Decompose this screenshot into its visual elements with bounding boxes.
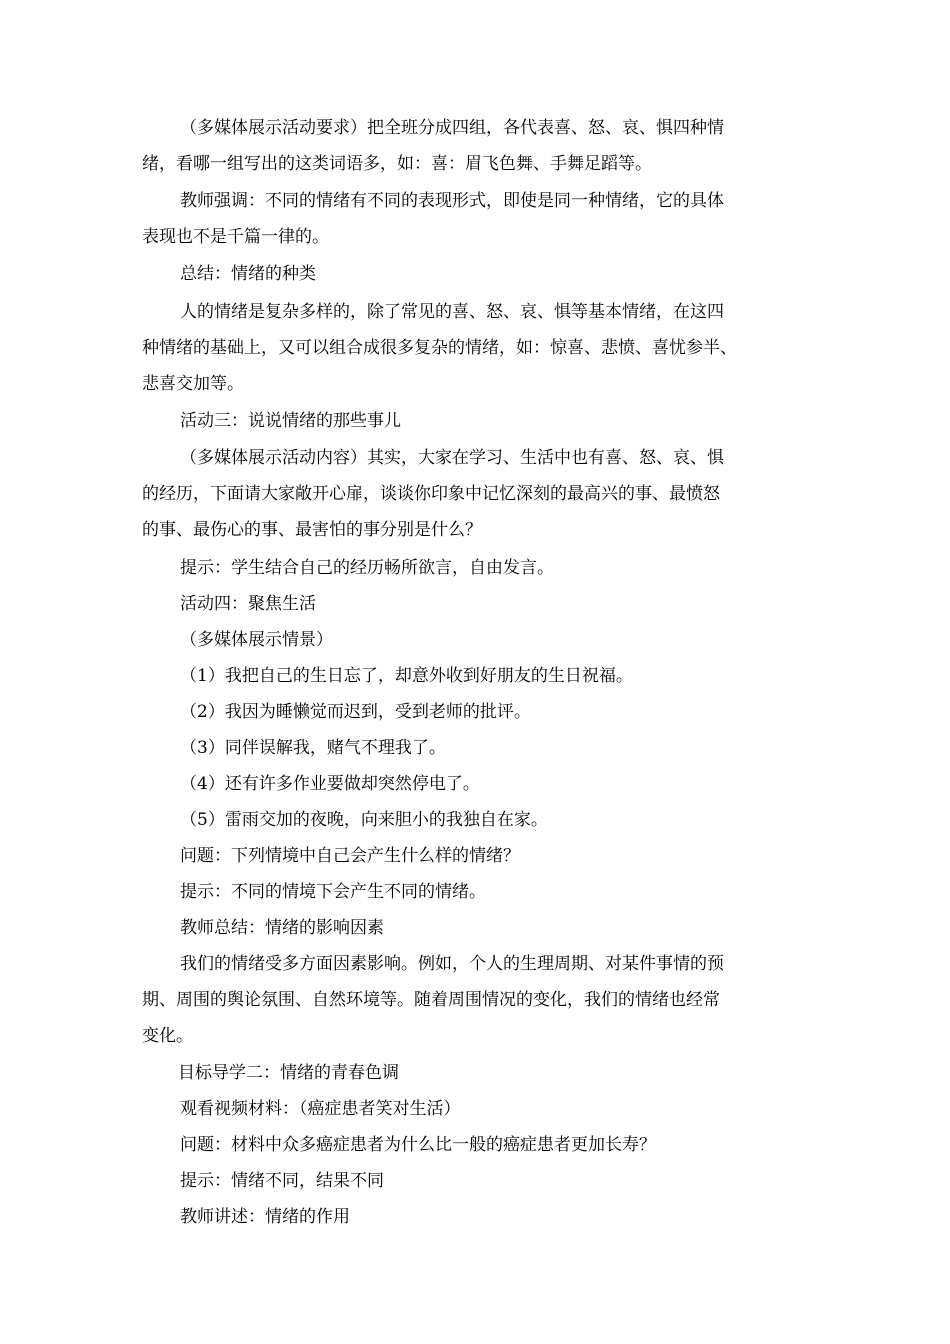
text-line: （2）我因为睡懒觉而迟到，受到老师的批评。 — [180, 702, 531, 722]
text-line: 总结：情绪的种类 — [180, 264, 316, 284]
paragraph-teacher-emphasis — [142, 183, 822, 255]
scene-item-1 — [142, 658, 822, 694]
text-line: （4）还有许多作业要做却突然停电了。 — [180, 774, 480, 794]
text-line: 教师强调：不同的情绪有不同的表现形式，即使是同一种情绪，它的具体 — [180, 191, 724, 211]
text-line: 表现也不是千篇一律的。 — [142, 227, 329, 247]
scene-item-2 — [142, 694, 822, 730]
text-line: 提示：情绪不同，结果不同 — [180, 1171, 384, 1191]
scene-item-3 — [142, 730, 822, 766]
text-line: 的经历，下面请大家敞开心扉，谈谈你印象中记忆深刻的最高兴的事、最愤怒 — [142, 484, 720, 504]
paragraph-activity-four — [142, 586, 822, 622]
paragraph-goal-two — [142, 1055, 822, 1091]
paragraph-teacher-lecture — [142, 1199, 822, 1235]
paragraph-activity-content — [142, 440, 822, 548]
paragraph-question-1 — [142, 838, 822, 874]
text-line: 提示：不同的情境下会产生不同的情绪。 — [180, 882, 486, 902]
paragraph-influence-factors — [142, 946, 822, 1054]
paragraph-emotion-types — [142, 294, 822, 402]
paragraph-watch-video — [142, 1091, 822, 1127]
text-line: 绪，看哪一组写出的这类词语多，如：喜：眉飞色舞、手舞足蹈等。 — [142, 154, 652, 174]
text-line: 目标导学二：情绪的青春色调 — [178, 1063, 399, 1083]
text-line: （5）雷雨交加的夜晚，向来胆小的我独自在家。 — [180, 810, 548, 830]
text-line: （多媒体展示情景） — [180, 630, 333, 650]
paragraph-activity-three — [142, 403, 822, 439]
text-line: 活动四：聚焦生活 — [180, 594, 316, 614]
text-line: 我们的情绪受多方面因素影响。例如，个人的生理周期、对某件事情的预 — [180, 954, 724, 974]
scene-item-5 — [142, 802, 822, 838]
paragraph-question-2 — [142, 1127, 822, 1163]
text-line: （3）同伴误解我，赌气不理我了。 — [180, 738, 446, 758]
text-line: 教师讲述：情绪的作用 — [180, 1207, 350, 1227]
text-line: 观看视频材料：（癌症患者笑对生活） — [180, 1099, 461, 1119]
text-line: （多媒体展示活动要求）把全班分成四组，各代表喜、怒、哀、惧四种情 — [180, 118, 724, 138]
paragraph-teacher-summary — [142, 910, 822, 946]
paragraph-summary-heading — [142, 256, 822, 292]
paragraph-scene-intro — [142, 622, 822, 658]
text-line: （1）我把自己的生日忘了，却意外收到好朋友的生日祝福。 — [180, 666, 633, 686]
scene-item-4 — [142, 766, 822, 802]
text-line: 问题：下列情境中自己会产生什么样的情绪？ — [180, 846, 520, 866]
text-line: 教师总结：情绪的影响因素 — [180, 918, 384, 938]
text-line: 问题：材料中众多癌症患者为什么比一般的癌症患者更加长寿？ — [180, 1135, 656, 1155]
text-line: 变化。 — [142, 1026, 193, 1046]
paragraph-hint-2 — [142, 874, 822, 910]
text-line: （多媒体展示活动内容）其实，大家在学习、生活中也有喜、怒、哀、惧 — [180, 448, 724, 468]
text-line: 提示：学生结合自己的经历畅所欲言，自由发言。 — [180, 558, 554, 578]
paragraph-activity-requirement — [142, 110, 822, 182]
text-line: 期、周围的舆论氛围、自然环境等。随着周围情况的变化，我们的情绪也经常 — [142, 990, 720, 1010]
text-line: 的事、最伤心的事、最害怕的事分别是什么？ — [142, 520, 482, 540]
text-line: 人的情绪是复杂多样的，除了常见的喜、怒、哀、惧等基本情绪，在这四 — [180, 302, 724, 322]
paragraph-hint-1 — [142, 550, 822, 586]
text-line: 种情绪的基础上，又可以组合成很多复杂的情绪，如：惊喜、悲愤、喜忧参半、 — [142, 338, 737, 358]
text-line: 悲喜交加等。 — [142, 374, 244, 394]
text-line: 活动三：说说情绪的那些事儿 — [180, 411, 401, 431]
paragraph-hint-3 — [142, 1163, 822, 1199]
